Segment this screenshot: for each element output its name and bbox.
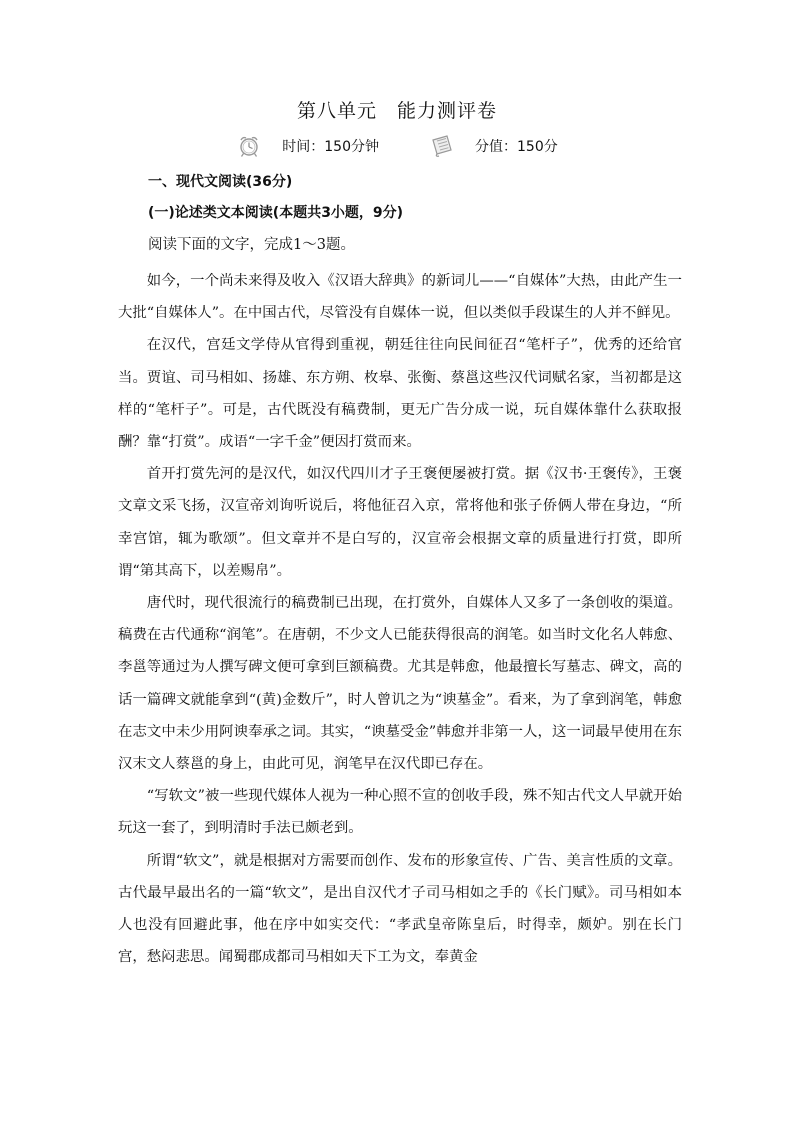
scroll-icon [429, 134, 455, 158]
instruction-text: 阅读下面的文字，完成1～3题。 [148, 237, 355, 253]
section-heading: 一、现代文阅读(36分) [148, 174, 293, 190]
alarm-clock-icon [236, 134, 262, 158]
page-title: 第八单元 能力测评卷 [296, 100, 497, 122]
score-group [429, 134, 558, 158]
score-label: 分值：150分 [475, 139, 558, 155]
passage-paragraph: 唐代时，现代很流行的稿费制已出现，在打赏外，自媒体人又多了一条创收的渠道。稿费在古代通称“润笔”。在唐朝，不少文人已能获得很高的润笔。如当时文化名人韩愈、李邕等通过为人撰写碑文便可拿到巨额稿费。尤其是韩愈，他最擅长写墓志、碑文，高的话一篇碑文就能拿到“(黄)金数斤”，时人曾讥之为“谀墓金”。看来，为了拿到润笔，韩愈在志文中未少用阿谀奉承之词。其实，“谀墓受金”韩愈并非第一人，这一词最早使用在东汉末文人蔡邕的身上，由此可见，润笔早在汉代即已存在。 [118, 595, 682, 773]
time-group [236, 134, 379, 158]
subsection-heading: (一)论述类文本阅读(本题共3小题，9分) [148, 205, 404, 221]
passage-body [118, 265, 682, 973]
passage-paragraph: 在汉代，宫廷文学侍从官得到重视，朝廷往往向民间征召“笔杆子”，优秀的还给官当。贾谊、司马相如、扬雄、东方朔、枚皋、张衡、蔡邕这些汉代词赋名家，当初都是这样的“笔杆子”。可是，古代既没有稿费制，更无广告分成一说，玩自媒体靠什么获取报酬？靠“打赏”。成语“一字千金”便因打赏而来。 [118, 337, 682, 451]
passage-paragraph: 如今，一个尚未来得及收入《汉语大辞典》的新词儿——“自媒体”大热，由此产生一大批“自媒体人”。在中国古代，尽管没有自媒体一说，但以类似手段谋生的人并不鲜见。 [118, 273, 682, 322]
passage-paragraph: “写软文”被一些现代媒体人视为一种心照不宣的创收手段，殊不知古代文人早就开始玩这一套了，到明清时手法已颇老到。 [118, 788, 682, 837]
time-label: 时间：150分钟 [282, 139, 379, 155]
exam-meta [0, 134, 794, 158]
passage-paragraph: 所谓“软文”，就是根据对方需要而创作、发布的形象宣传、广告、美言性质的文章。古代最早最出名的一篇“软文”，是出自汉代才子司马相如之手的《长门赋》。司马相如本人也没有回避此事，他在序中如实交代：“孝武皇帝陈皇后，时得幸，颇妒。别在长门宫，愁闷悲思。闻蜀郡成都司马相如天下工为文，奉黄金 [118, 852, 682, 966]
passage-paragraph: 首开打赏先河的是汉代，如汉代四川才子王褒便屡被打赏。据《汉书·王褒传》，王褒文章文采飞扬，汉宣帝刘询听说后，将他征召入京，常将他和张子侨俩人带在身边，“所幸宫馆，辄为歌颂”。但文章并不是白写的，汉宣帝会根据文章的质量进行打赏，即所谓“第其高下，以差赐帛”。 [118, 466, 682, 579]
